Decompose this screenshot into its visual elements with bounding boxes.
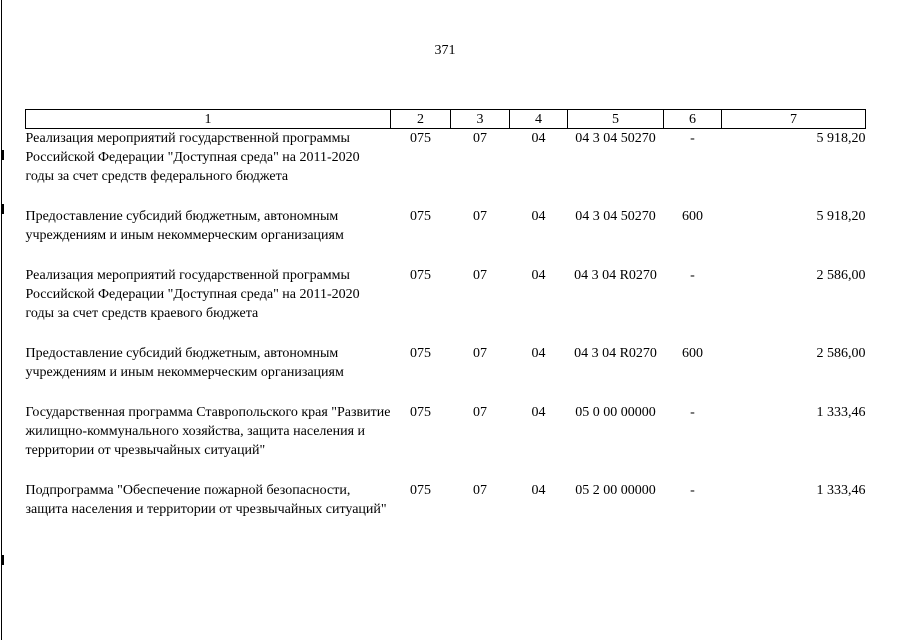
- binding-mark: [2, 150, 4, 160]
- binding-mark: [2, 555, 4, 565]
- expense-type-code: -: [690, 131, 695, 146]
- subsection-code: 04: [531, 405, 546, 420]
- amount: 1 333,46: [816, 483, 866, 498]
- expense-type-code: -: [690, 268, 695, 283]
- column-header-7: 7: [722, 110, 866, 129]
- column-header-3: 3: [451, 110, 510, 129]
- section-code: 07: [473, 346, 487, 361]
- target-article-code: 05 2 00 00000: [575, 483, 656, 498]
- amount: 1 333,46: [816, 405, 866, 420]
- section-code: 07: [473, 131, 487, 146]
- ministry-code: 075: [410, 268, 431, 283]
- target-article-code: 05 0 00 00000: [575, 405, 656, 420]
- expense-type-code: 600: [682, 346, 703, 361]
- table-row: [26, 481, 866, 551]
- ministry-code: 075: [410, 346, 431, 361]
- amount: 5 918,20: [816, 131, 866, 146]
- subsection-code: 04: [531, 483, 546, 498]
- subsection-code: 04: [531, 209, 546, 224]
- page-left-edge: [1, 0, 2, 640]
- target-article-code: 04 3 04 R0270: [574, 346, 657, 361]
- table-row: [26, 403, 866, 481]
- section-code: 07: [473, 268, 487, 283]
- column-header-6: 6: [664, 110, 722, 129]
- row-name: Реализация мероприятий государственной программы Российской Федерации "Доступная среда" на 2011-2020 годы за счет средств федерального бюджета: [25, 131, 360, 184]
- row-name: Государственная программа Ставропольского края "Развитие жилищно-коммунального хозяйства, защита населения и территории от чрезвычайных ситуаций": [25, 405, 391, 458]
- section-code: 07: [473, 483, 487, 498]
- row-name: Предоставление субсидий бюджетным, автономным учреждениям и иным некоммерческим организациям: [25, 209, 344, 243]
- row-name: Подпрограмма "Обеспечение пожарной безопасности, защита населения и территории от чрезвычайных ситуаций": [25, 483, 387, 517]
- binding-mark: [2, 204, 4, 214]
- column-header-1: 1: [26, 110, 391, 129]
- target-article-code: 04 3 04 50270: [575, 131, 656, 146]
- row-name: Предоставление субсидий бюджетным, автономным учреждениям и иным некоммерческим организациям: [25, 346, 344, 380]
- page-number: 371: [434, 43, 456, 58]
- subsection-code: 04: [531, 346, 546, 361]
- column-header-5: 5: [568, 110, 664, 129]
- table-row: [26, 207, 866, 266]
- ministry-code: 075: [410, 209, 431, 224]
- target-article-code: 04 3 04 50270: [575, 209, 656, 224]
- table-row: [26, 266, 866, 344]
- column-header-2: 2: [391, 110, 451, 129]
- amount: 2 586,00: [816, 268, 866, 283]
- expense-type-code: -: [690, 405, 695, 420]
- ministry-code: 075: [410, 131, 431, 146]
- subsection-code: 04: [531, 131, 546, 146]
- amount: 5 918,20: [816, 209, 866, 224]
- expense-type-code: -: [690, 483, 695, 498]
- amount: 2 586,00: [816, 346, 866, 361]
- ministry-code: 075: [410, 483, 431, 498]
- budget-table: [25, 109, 866, 551]
- row-name: Реализация мероприятий государственной программы Российской Федерации "Доступная среда" на 2011-2020 годы за счет средств краевого бюджета: [25, 268, 360, 321]
- target-article-code: 04 3 04 R0270: [574, 268, 657, 283]
- section-code: 07: [473, 209, 487, 224]
- subsection-code: 04: [531, 268, 546, 283]
- ministry-code: 075: [410, 405, 431, 420]
- section-code: 07: [473, 405, 487, 420]
- column-number-row: [26, 110, 866, 129]
- table-row: [26, 344, 866, 403]
- table-row: [26, 129, 866, 208]
- expense-type-code: 600: [682, 209, 703, 224]
- column-header-4: 4: [510, 110, 568, 129]
